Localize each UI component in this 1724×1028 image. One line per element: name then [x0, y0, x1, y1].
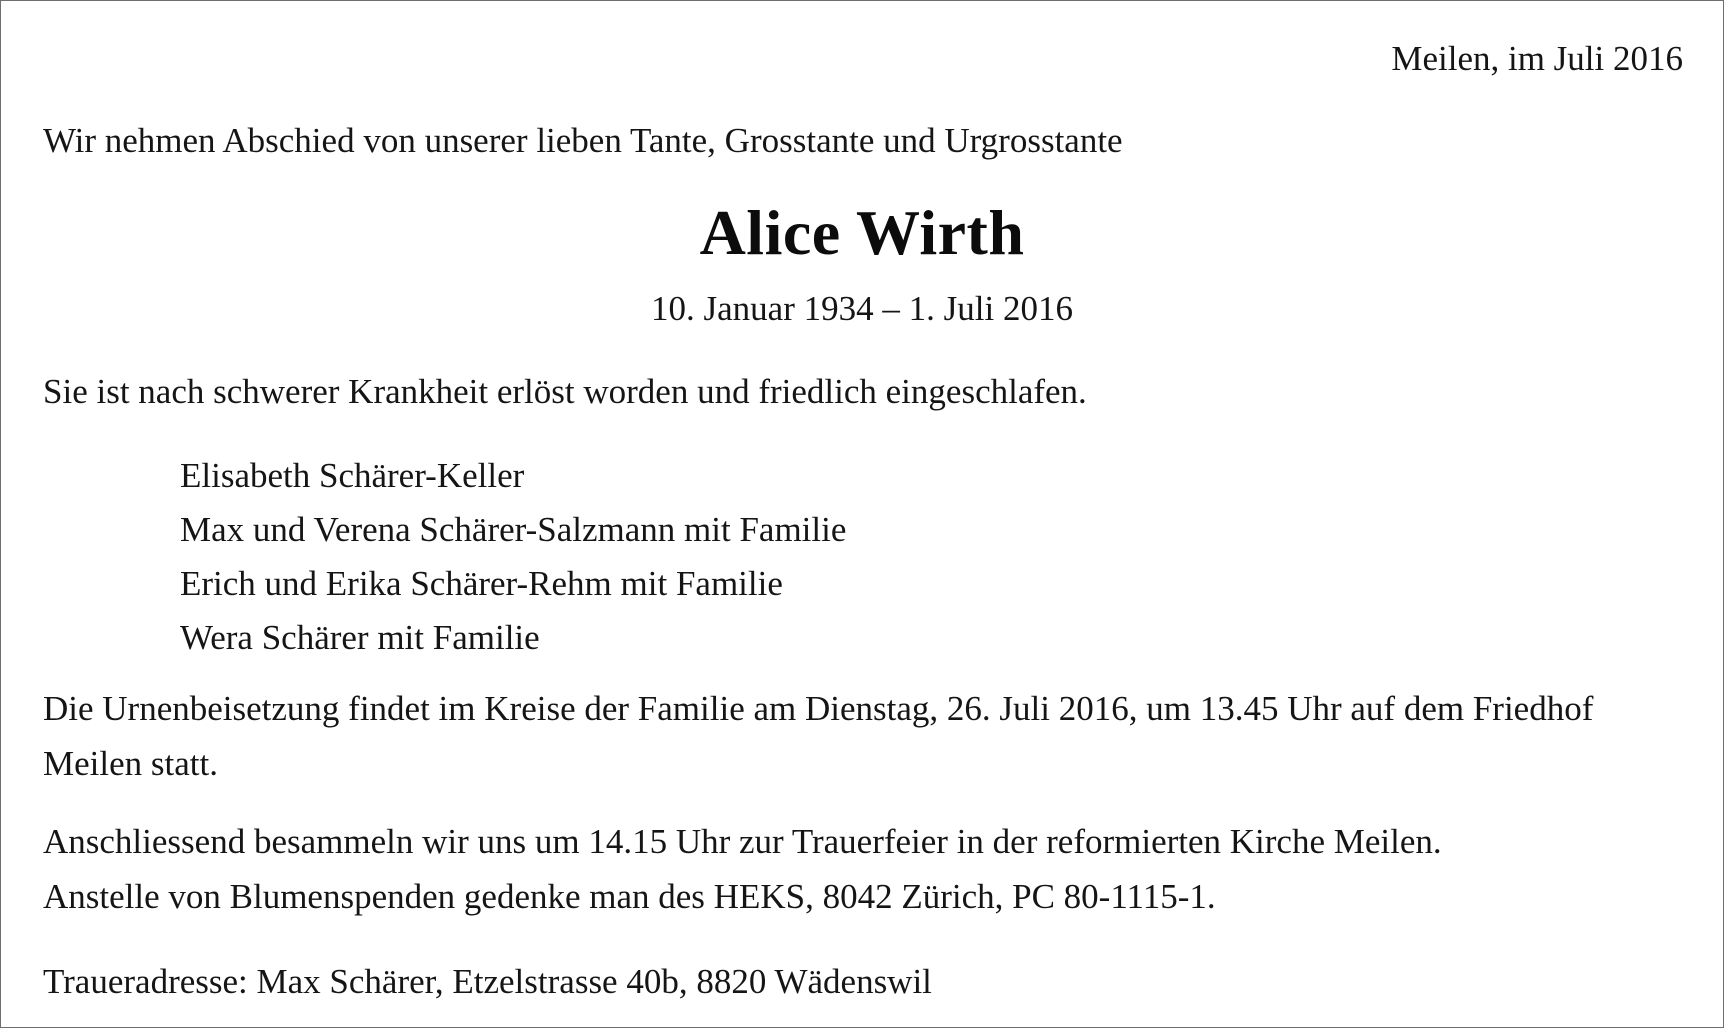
ceremony-paragraph: Anschliessend besammeln wir uns um 14.15 Uhr zur Trauerfeier in der reformierten Kirche Meilen.	[43, 822, 1442, 861]
burial-paragraph: Die Urnenbeisetzung findet im Kreise der Familie am Dienstag, 26. Juli 2016, um 13.45 Uhr auf dem Friedhof Meilen statt.	[43, 689, 1594, 783]
mourner-item: Erich und Erika Schärer-Rehm mit Familie	[180, 564, 783, 603]
place-and-date: Meilen, im Juli 2016	[1391, 39, 1683, 78]
mourner-item: Max und Verena Schärer-Salzmann mit Familie	[180, 510, 847, 549]
mourners-list	[180, 449, 846, 665]
mourning-address: Traueradresse: Max Schärer, Etzelstrasse 40b, 8820 Wädenswil	[43, 962, 932, 1001]
mourner-item: Elisabeth Schärer-Keller	[180, 456, 525, 495]
mourner-item: Wera Schärer mit Familie	[180, 618, 540, 657]
deceased-name: Alice Wirth	[699, 197, 1025, 268]
intro-text: Wir nehmen Abschied von unserer lieben Tante, Grosstante und Urgrosstante	[43, 121, 1123, 160]
statement-text: Sie ist nach schwerer Krankheit erlöst worden und friedlich eingeschlafen.	[43, 372, 1087, 411]
life-dates: 10. Januar 1934 – 1. Juli 2016	[651, 289, 1073, 328]
donation-paragraph: Anstelle von Blumenspenden gedenke man des HEKS, 8042 Zürich, PC 80-1115-1.	[43, 877, 1216, 916]
